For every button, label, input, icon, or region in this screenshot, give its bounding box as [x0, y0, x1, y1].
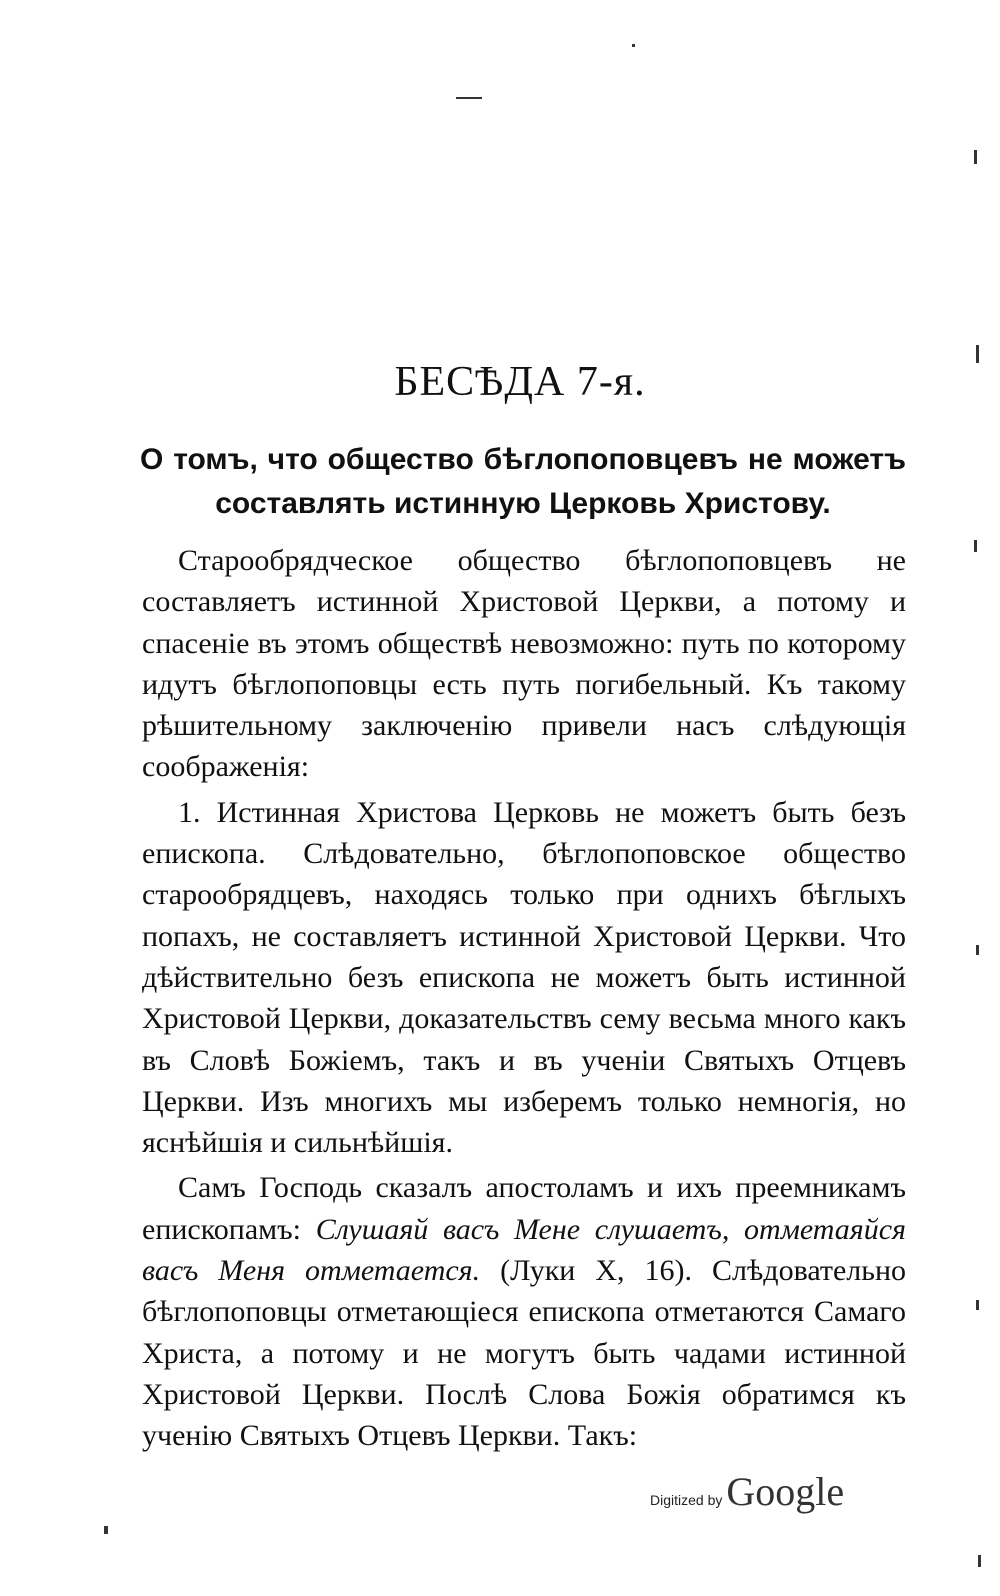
scan-speck: [976, 1300, 979, 1310]
paragraph: [142, 1167, 906, 1456]
paragraph: Старообрядческое общество бѣглопоповцевъ не составляетъ истинной Христовой Церкви, а потому и спасеніе въ этомъ обществѣ невозможно: путь по которому идутъ бѣглопоповцы есть путь погибельный. Къ такому рѣшительному заключенію привели насъ слѣдующія соображенія:: [142, 544, 906, 784]
scan-speck: [974, 540, 977, 552]
scan-speck: [456, 97, 482, 99]
scan-speck: [976, 945, 979, 955]
paragraph: 1. Истинная Христова Церковь не можетъ быть безъ епископа. Слѣдовательно, бѣглопоповское общество старообрядцевъ, находясь только при однихъ бѣглыхъ попахъ, не составляетъ истинной Христовой Церкви. Что дѣйствительно безъ епископа не можетъ быть истинной Христовой Церкви, доказательствъ сему весьма много какъ въ Словѣ Божіемъ, такъ и въ ученіи Святыхъ Отцевъ Церкви. Изъ многихъ мы изберемъ только немногія, но яснѣйшія и сильнѣйшія.: [142, 795, 906, 1160]
chapter-title: БЕСѢДА 7-я.: [394, 359, 646, 405]
google-logo: Google: [726, 1469, 845, 1514]
digitized-watermark: [650, 1468, 844, 1515]
scan-speck: [104, 1526, 108, 1534]
scan-speck: [632, 44, 635, 47]
scan-speck: [974, 150, 977, 164]
scan-speck: [978, 1555, 981, 1567]
scripture-reference: (Луки X, 16).: [480, 1254, 713, 1288]
paragraph-text: Слѣдовательно бѣглопоповцы отметающіеся епископа отметаются Самаго Христа, а потому и не могутъ быть чадами истинной Христовой Церкви. Послѣ Слова Божія обратимся къ ученію Святыхъ Отцевъ Церкви. Такъ:: [142, 1254, 907, 1453]
watermark-prefix: Digitized by: [650, 1492, 723, 1508]
body-text: [142, 540, 906, 1457]
scripture-quote: Слушаяй васъ Мене слушаетъ, отметаяйся васъ Меня отметается.: [142, 1212, 907, 1288]
chapter-subtitle: О томъ, что общество бѣглопоповцевъ не можетъ составлять истинную Церковь Христову.: [140, 443, 906, 520]
paragraph-text: Самъ Господь сказалъ апостоламъ и ихъ преемникамъ епископамъ:: [142, 1171, 906, 1246]
